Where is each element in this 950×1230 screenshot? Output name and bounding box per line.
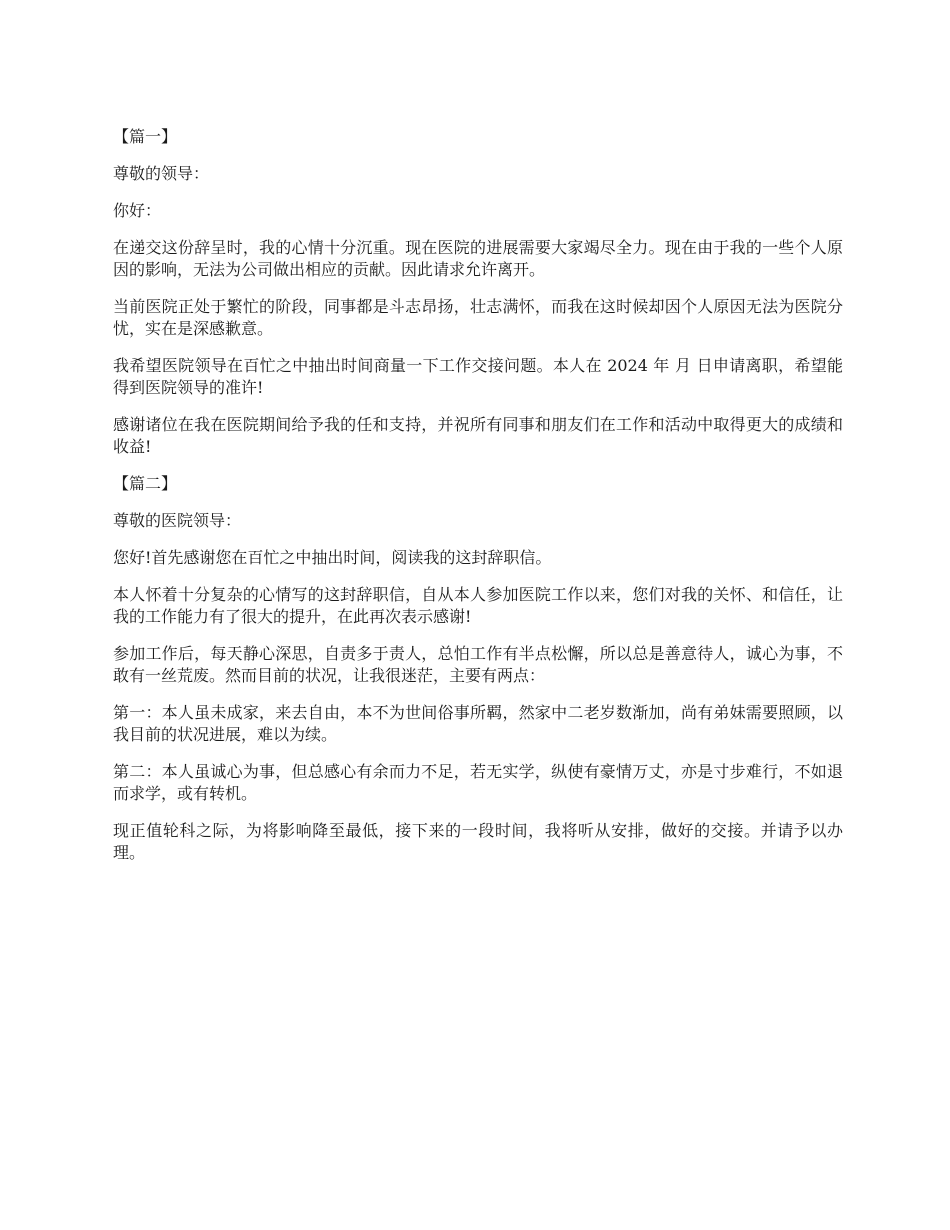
document-page — [113, 126, 843, 879]
section-two — [113, 473, 843, 864]
body-paragraph: 参加工作后，每天静心深思，自责多于责人，总怕工作有半点松懈，所以总是善意待人，诚心为事，不敢有一丝荒废。然而目前的状况，让我很迷茫，主要有两点： — [113, 644, 843, 685]
greeting: 你好： — [113, 201, 162, 220]
section-heading: 【篇二】 — [113, 474, 178, 493]
body-paragraph: 当前医院正处于繁忙的阶段，同事都是斗志昂扬，壮志满怀，而我在这时候却因个人原因无法为医院分忧，实在是深感歉意。 — [113, 297, 843, 338]
body-paragraph: 我希望医院领导在百忙之中抽出时间商量一下工作交接问题。本人在 2024 年 月 日申请离职，希望能得到医院领导的准许! — [113, 356, 843, 397]
body-paragraph: 第一：本人虽未成家，来去自由，本不为世间俗事所羁，然家中二老岁数渐加，尚有弟妹需要照顾，以我目前的状况进展，难以为续。 — [113, 703, 843, 744]
salutation: 尊敬的领导： — [113, 164, 210, 183]
body-paragraph: 第二：本人虽诚心为事，但总感心有余而力不足，若无实学，纵使有豪情万丈，亦是寸步难行，不如退而求学，或有转机。 — [113, 762, 843, 803]
greeting: 您好!首先感谢您在百忙之中抽出时间，阅读我的这封辞职信。 — [113, 548, 552, 567]
section-one — [113, 126, 843, 458]
body-paragraph: 感谢诸位在我在医院期间给予我的任和支持，并祝所有同事和朋友们在工作和活动中取得更大的成绩和收益! — [113, 415, 843, 456]
section-heading: 【篇一】 — [113, 127, 178, 146]
body-paragraph: 在递交这份辞呈时，我的心情十分沉重。现在医院的进展需要大家竭尽全力。现在由于我的一些个人原因的影响，无法为公司做出相应的贡献。因此请求允许离开。 — [113, 238, 843, 279]
body-paragraph: 现正值轮科之际，为将影响降至最低，接下来的一段时间，我将听从安排，做好的交接。并请予以办理。 — [113, 821, 843, 862]
salutation: 尊敬的医院领导： — [113, 511, 242, 530]
body-paragraph: 本人怀着十分复杂的心情写的这封辞职信，自从本人参加医院工作以来，您们对我的关怀、和信任，让我的工作能力有了很大的提升，在此再次表示感谢! — [113, 585, 843, 626]
